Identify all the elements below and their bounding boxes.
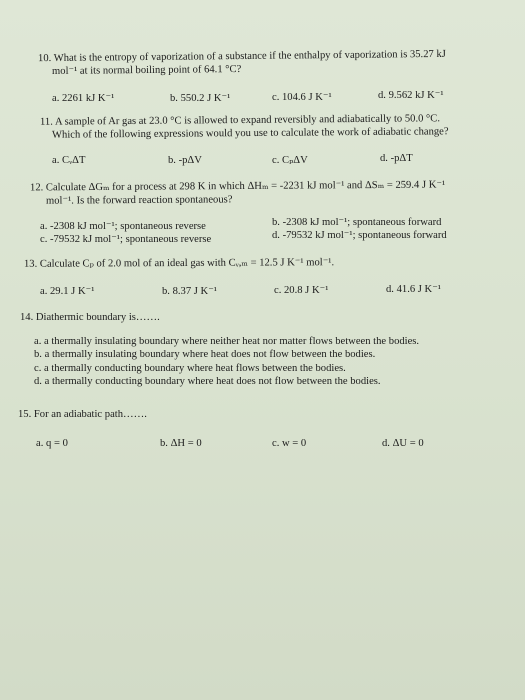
q10-option-b: b. 550.2 J K⁻¹ xyxy=(170,93,231,104)
q15-option-b: b. ΔH = 0 xyxy=(160,438,202,449)
q11-option-a: a. CᵥΔT xyxy=(52,155,86,166)
q11-option-d: d. -pΔT xyxy=(380,153,413,164)
q14-line1: 14. Diathermic boundary is……. xyxy=(20,312,160,323)
q15-option-a: a. q = 0 xyxy=(36,438,68,449)
q11-option-c: c. CₚΔV xyxy=(272,155,308,166)
q12-option-b: b. -2308 kJ mol⁻¹; spontaneous forward xyxy=(272,217,442,228)
q10-option-c: c. 104.6 J K⁻¹ xyxy=(272,92,332,103)
q14-option-b: b. a thermally insulating boundary where heat does not flow between the bodies. xyxy=(34,349,376,360)
q15-option-c: c. w = 0 xyxy=(272,438,307,449)
q14-option-d: d. a thermally conducting boundary where heat does not flow between the bodies. xyxy=(34,376,381,387)
q10-line1: 10. What is the entropy of vaporization of a substance if the enthalpy of vaporization is 35.27 kJ xyxy=(37,48,446,65)
q11-line1: 11. A sample of Ar gas at 23.0 °C is allowed to expand reversibly and adiabatically to 50.0 °C. xyxy=(39,113,441,128)
q15-option-d: d. ΔU = 0 xyxy=(382,438,424,449)
q13-option-b: b. 8.37 J K⁻¹ xyxy=(162,286,217,297)
q10-line2: mol⁻¹ at its normal boiling point of 64.1 °C? xyxy=(51,64,242,77)
q14-option-a: a. a thermally insulating boundary where neither heat nor matter flows between the bodies. xyxy=(34,336,420,347)
q15-line1: 15. For an adiabatic path……. xyxy=(18,409,147,420)
q10-option-a: a. 2261 kJ K⁻¹ xyxy=(52,93,115,104)
q13-line1: 13. Calculate Cₚ of 2.0 mol of an ideal gas with Cᵥ,ₘ = 12.5 J K⁻¹ mol⁻¹. xyxy=(23,257,335,270)
q11-line2: Which of the following expressions would you use to calculate the work of adiabatic change? xyxy=(51,126,449,141)
q11-option-b: b. -pΔV xyxy=(168,155,202,166)
q12-line1: 12. Calculate ΔGₘ for a process at 298 K in which ΔHₘ = -2231 kJ mol⁻¹ and ΔSₘ = 259.4 J K⁻¹ xyxy=(29,179,446,194)
q14-option-c: c. a thermally conducting boundary where heat flows between the bodies. xyxy=(34,363,346,374)
q13-option-d: d. 41.6 J K⁻¹ xyxy=(386,284,441,295)
q13-option-a: a. 29.1 J K⁻¹ xyxy=(40,286,95,297)
q12-option-c: c. -79532 kJ mol⁻¹; spontaneous reverse xyxy=(40,234,212,245)
q10-option-d: d. 9.562 kJ K⁻¹ xyxy=(378,90,444,101)
q12-option-d: d. -79532 kJ mol⁻¹; spontaneous forward xyxy=(272,230,447,241)
q12-option-a: a. -2308 kJ mol⁻¹; spontaneous reverse xyxy=(40,221,206,232)
q13-option-c: c. 20.8 J K⁻¹ xyxy=(274,285,329,296)
q12-line2: mol⁻¹. Is the forward reaction spontaneous? xyxy=(45,194,233,207)
